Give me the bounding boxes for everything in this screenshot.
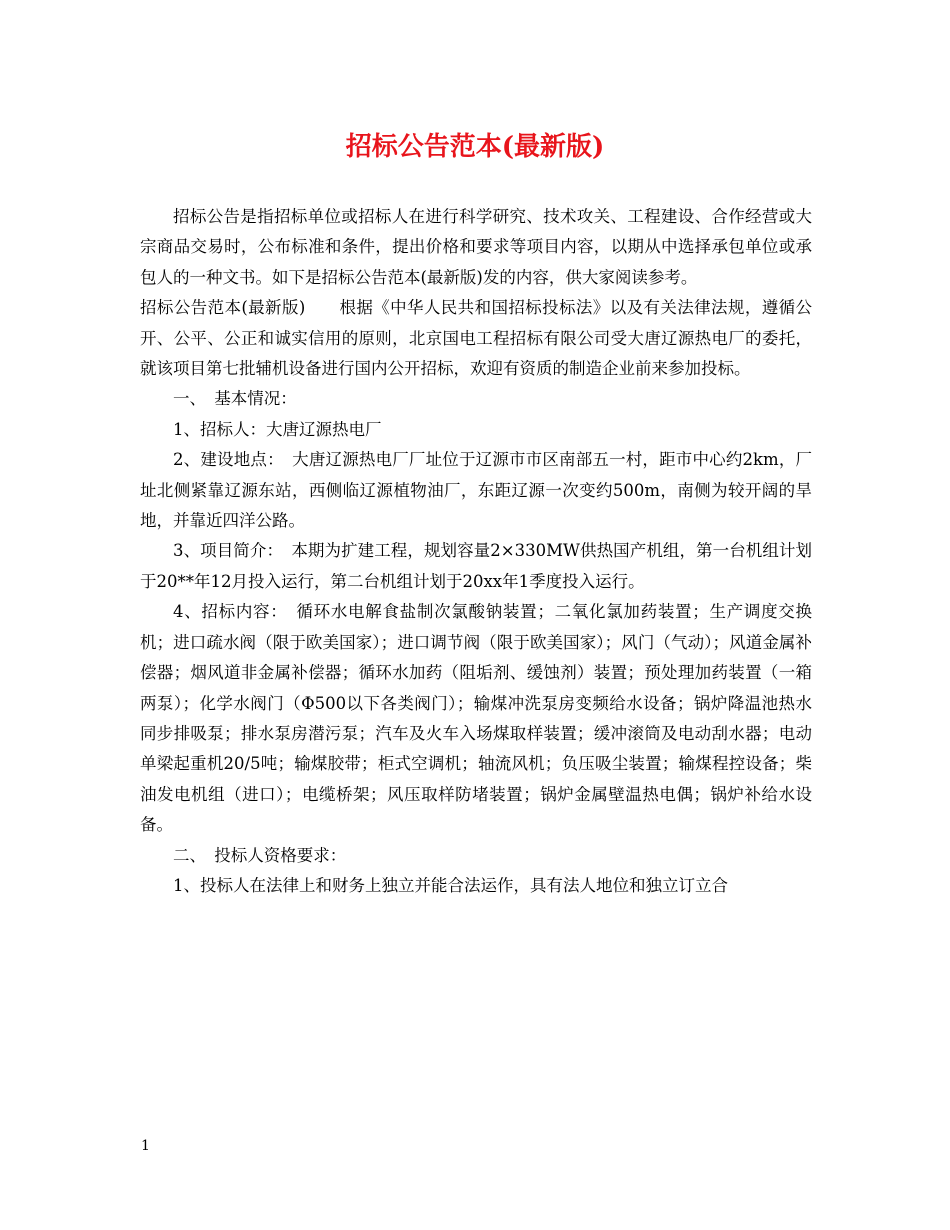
item-tender-content: 4、招标内容： 循环水电解食盐制次氯酸钠装置；二氧化氯加药装置；生产调度交换机；进口疏水阀（限于欧美国家）；进口调节阀（限于欧美国家）；风门（气动）；风道金属补偿器；烟风道非金属补偿器；循环水加药（阻垢剂、缓蚀剂）装置；预处理加药装置（一箱两泵）；化学水阀门（Φ500以下各类阀门）；输煤冲洗泵房变频给水设备；锅炉降温池热水同步排吸泵；排水泵房潜污泵；汽车及火车入场煤取样装置；缓冲滚筒及电动刮水器；电动单梁起重机20/5吨；输煤胶带；柜式空调机；轴流风机；负压吸尘装置；输煤程控设备；柴油发电机组（进口）；电缆桥架；风压取样防堵装置；锅炉金属壁温热电偶；锅炉补给水设备。 [140,602,812,835]
item-tenderer: 1、招标人：大唐辽源热电厂 [173,419,382,439]
announcement-paragraph: 招标公告范本(最新版) 根据《中华人民共和国招标投标法》以及有关法律法规，遵循公开、公平、公正和诚实信用的原则，北京国电工程招标有限公司受大唐辽源热电厂的委托，就该项目第七批辅机设备进行国内公开招标，欢迎有资质的制造企业前来参加投标。 [140,298,812,379]
document-title: 招标公告范本(最新版) [345,132,605,162]
intro-paragraph: 招标公告是指招标单位或招标人在进行科学研究、技术攻关、工程建设、合作经营或大宗商品交易时，公布标准和条件，提出价格和要求等项目内容，以期从中选择承包单位或承包人的一种文书。如下是招标公告范本(最新版)发的内容，供大家阅读参考。 [140,207,812,287]
item-qualification-1: 1、投标人在法律上和财务上独立并能合法运作，具有法人地位和独立订立合 [173,875,728,895]
page-number: 1 [141,1138,150,1154]
item-project-summary: 3、项目简介： 本期为扩建工程，规划容量2×330MW供热国产机组，第一台机组计划于20**年12月投入运行，第二台机组计划于20xx年1季度投入运行。 [140,541,812,591]
section-heading-qualifications: 二、 投标人资格要求： [173,845,347,865]
document-body [140,202,812,901]
item-construction-site: 2、建设地点： 大唐辽源热电厂厂址位于辽源市市区南部五一村，距市中心约2km，厂址北侧紧靠辽源东站，西侧临辽源植物油厂，东距辽源一次变约500m，南侧为较开阔的旱地，并靠近四洋公路。 [140,450,812,531]
section-heading-basic-info: 一、 基本情况： [173,389,297,409]
